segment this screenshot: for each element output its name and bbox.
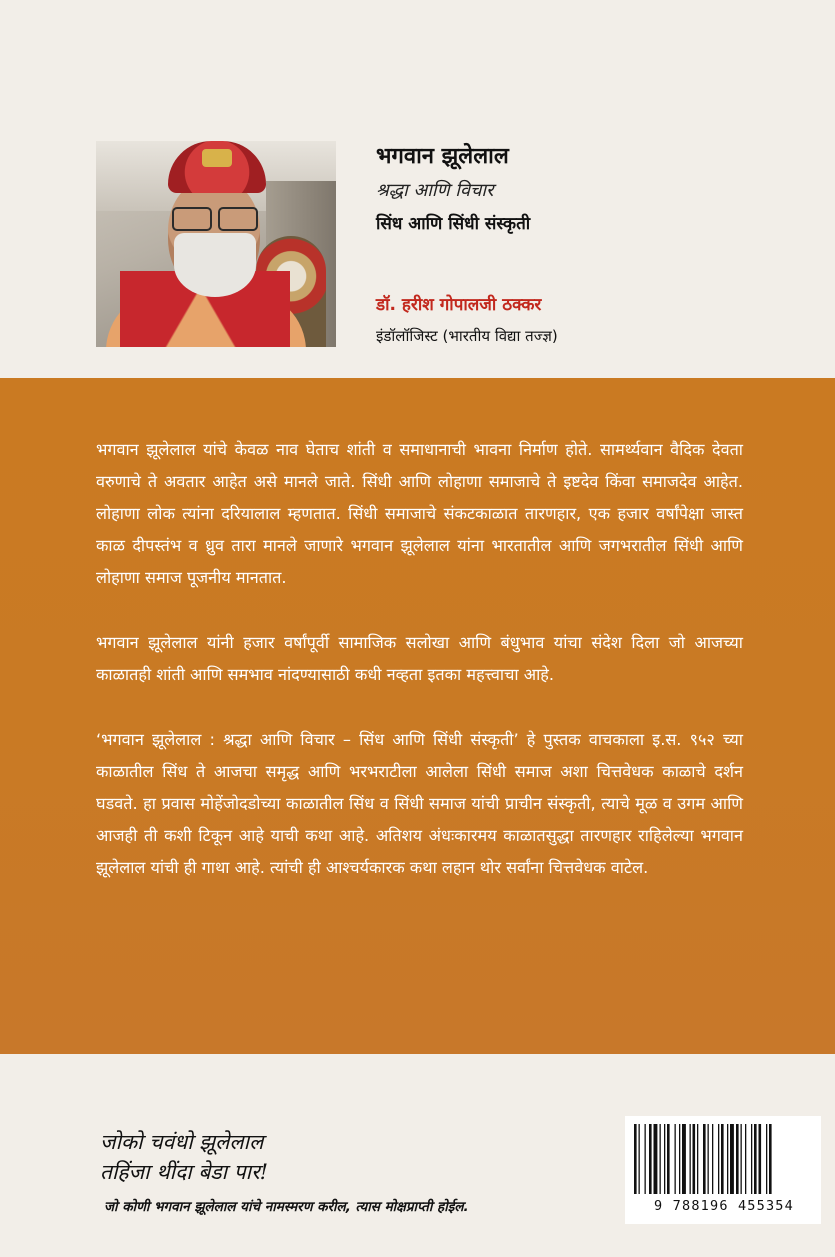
verse-meaning: जो कोणी भगवान झूलेलाल यांचे नामस्मरण करील, त्यास मोक्षप्राप्ती होईल. [104,1199,469,1215]
isbn-number: 9 788196 455354 [654,1198,794,1214]
book-subtitle-2: सिंध आणि सिंधी संस्कृती [376,214,531,234]
verse-line-2: तहिंजा थींदा बेडा पार! [100,1160,269,1184]
blurb-paragraph-3: ‘भगवान झूलेलाल : श्रद्धा आणि विचार – सिंध आणि सिंधी संस्कृती’ हे पुस्तक वाचकाला इ.स. ९५२ च्या काळातील सिंध ते आजचा समृद्ध आणि भरभराटीला आलेला सिंधी समाज अशा चित्तवेधक काळाचे दर्शन घडवते. हा प्रवास मोहेंजोदडोच्या काळातील सिंध व सिंधी समाज यांची प्राचीन संस्कृती, त्याचे मूळ व उगम आणि आजही ती कशी टिकून आहे याची कथा आहे. अतिशय अंधःकारमय काळातसुद्धा तारणहार राहिलेल्या भगवान झूलेलाल यांची ही गाथा आहे. त्यांची ही आश्चर्यकारक कथा लहान थोर सर्वांना चित्तवेधक वाटेल. [96,730,743,877]
book-subtitle-1: श्रद्धा आणि विचार [376,180,494,201]
photo-glasses [172,207,260,229]
photo-beard [174,233,256,297]
author-name: डॉ. हरीश गोपालजी ठक्कर [376,295,542,315]
title-block [376,140,796,234]
author-designation: इंडॉलॉजिस्ट (भारतीय विद्या तज्ज्ञ) [376,327,558,345]
verse-line-1: जोको चवंधो झूलेलाल [100,1130,264,1154]
blurb-paragraph-1: भगवान झूलेलाल यांचे केवळ नाव घेताच शांती व समाधानाची भावना निर्माण होते. सामर्थ्यवान वैदिक देवता वरुणाचे ते अवतार आहेत असे मानले जाते. सिंधी आणि लोहाणा समाजाचे ते इष्टदेव किंवा समाजदेव आहेत. लोहाणा लोक त्यांना दरियालाल म्हणतात. सिंधी समाजाचे संकटकाळात तारणहार, एक हजार वर्षांपेक्षा जास्त काळ दीपस्तंभ व ध्रुव तारा मानले जाणारे भगवान झूलेलाल यांना भारतातील आणि जगभरातील सिंधी आणि लोहाणा समाज पूजनीय मानतात. [96,440,743,587]
verse [100,1127,268,1187]
barcode-icon [632,1124,814,1194]
book-title: भगवान झूलेलाल [376,144,509,169]
blurb-paragraph-2: भगवान झूलेलाल यांनी हजार वर्षांपूर्वी सामाजिक सलोखा आणि बंधुभाव यांचा संदेश दिला जो आजच्या काळातही शांती आणि समभाव नांदण्यासाठी कधी नव्हता इतका महत्त्वाचा आहे. [96,633,743,684]
blurb-text [96,434,743,917]
author-photo [96,141,336,347]
